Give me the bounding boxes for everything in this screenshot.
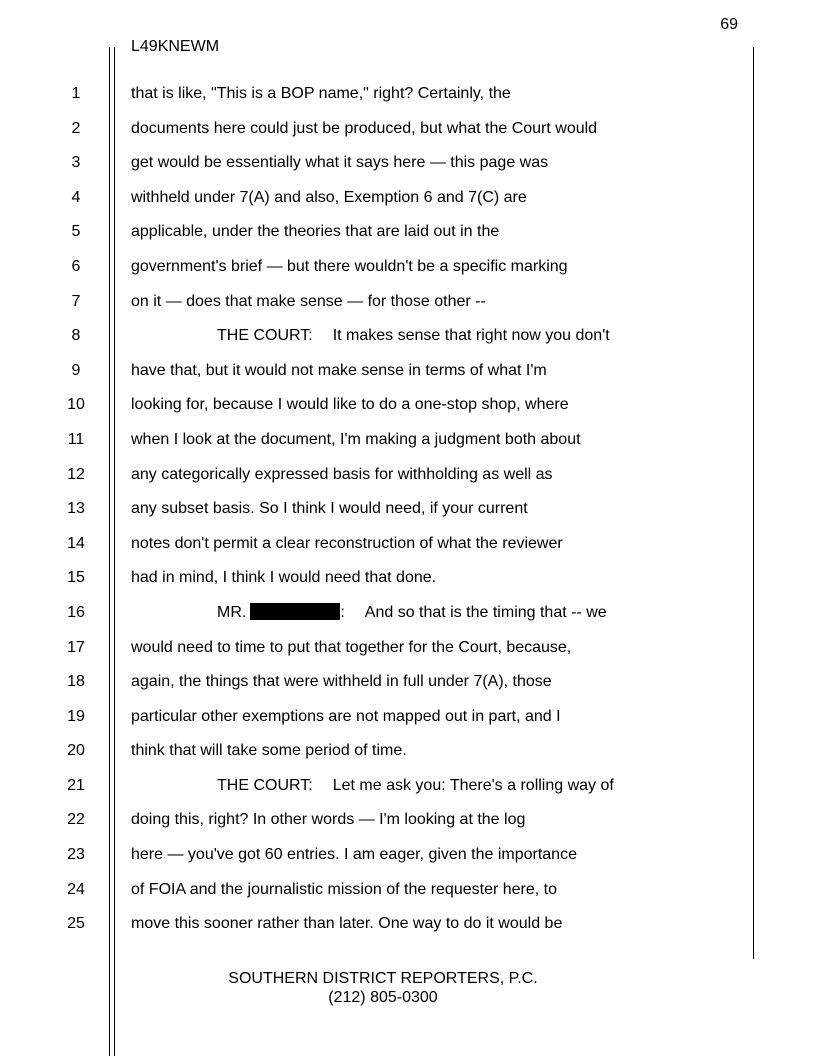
transcript-line	[0, 738, 816, 773]
line-number: 19	[67, 707, 85, 725]
line-number: 20	[67, 742, 85, 760]
transcript-line	[0, 392, 816, 427]
transcript-line	[0, 496, 816, 531]
line-number: 23	[67, 846, 85, 864]
line-number: 24	[67, 880, 85, 898]
transcript-line	[0, 669, 816, 704]
line-number: 2	[71, 119, 81, 137]
line-text: notes don't permit a clear reconstruction of what the reviewer	[131, 534, 563, 552]
transcript-line	[0, 565, 816, 600]
transcript-line	[0, 704, 816, 739]
transcript-line	[0, 219, 816, 254]
transcript-body	[0, 81, 816, 946]
line-text: particular other exemptions are not mapped out in part, and I	[131, 707, 561, 725]
line-number: 7	[71, 292, 81, 310]
line-number: 14	[67, 534, 85, 552]
line-text	[217, 323, 610, 349]
transcript-line	[0, 842, 816, 877]
line-text: have that, but it would not make sense in terms of what I'm	[131, 361, 547, 379]
speaker-colon: :	[340, 603, 345, 621]
transcript-line	[0, 462, 816, 497]
line-number: 6	[71, 257, 81, 275]
line-text: had in mind, I think I would need that done.	[131, 569, 437, 587]
transcript-line	[0, 289, 816, 324]
transcript-line	[0, 358, 816, 393]
footer-reporter: SOUTHERN DISTRICT REPORTERS, P.C.	[228, 970, 538, 987]
line-number: 10	[67, 396, 85, 414]
line-text: think that will take some period of time.	[131, 742, 407, 760]
speaker-label: THE COURT:	[217, 776, 313, 794]
speech-text: It makes sense that right now you don't	[332, 327, 610, 345]
speaker-label: THE COURT:	[217, 327, 313, 345]
line-text: move this sooner rather than later. One way to do it would be	[131, 915, 563, 933]
page-number: 69	[720, 16, 738, 33]
line-text: withheld under 7(A) and also, Exemption 6 and 7(C) are	[131, 188, 527, 206]
speaker-label: MR.	[217, 603, 247, 621]
transcript-line	[0, 877, 816, 912]
line-number: 25	[67, 915, 85, 933]
line-number: 1	[71, 85, 81, 102]
line-number: 13	[67, 500, 85, 518]
line-text	[217, 773, 614, 799]
line-text: get would be essentially what it says here — this page was	[131, 154, 549, 172]
speech-text: Let me ask you: There's a rolling way of	[332, 776, 614, 794]
line-number: 15	[67, 569, 85, 587]
line-text: would need to time to put that together for the Court, because,	[131, 638, 572, 656]
line-number: 18	[67, 673, 85, 691]
line-text	[217, 600, 607, 626]
transcript-line	[0, 773, 816, 808]
speech-text: And so that is the timing that -- we	[364, 603, 607, 621]
line-number: 16	[67, 603, 85, 621]
line-text: looking for, because I would like to do a one-stop shop, where	[131, 396, 569, 414]
footer-phone: (212) 805-0300	[328, 989, 438, 1006]
line-number: 22	[67, 811, 85, 829]
transcript-line	[0, 323, 816, 358]
case-id: L49KNEWM	[131, 38, 220, 55]
transcript-line	[0, 81, 816, 116]
line-text: government's brief — but there wouldn't be a specific marking	[131, 257, 568, 275]
line-number: 3	[71, 154, 81, 172]
line-text: again, the things that were withheld in full under 7(A), those	[131, 673, 552, 691]
line-number: 11	[67, 430, 85, 448]
line-text: applicable, under the theories that are laid out in the	[131, 223, 500, 241]
line-text: of FOIA and the journalistic mission of the requester here, to	[131, 880, 557, 898]
transcript-line	[0, 185, 816, 220]
line-text: any categorically expressed basis for withholding as well as	[131, 465, 553, 483]
line-text: here — you've got 60 entries. I am eager, given the importance	[131, 846, 577, 864]
line-number: 8	[71, 327, 81, 345]
transcript-line	[0, 600, 816, 635]
transcript-line	[0, 116, 816, 151]
line-number: 9	[71, 361, 81, 379]
line-text: any subset basis. So I think I would need, if your current	[131, 500, 528, 518]
transcript-line	[0, 911, 816, 946]
transcript-line	[0, 807, 816, 842]
transcript-line	[0, 254, 816, 289]
line-number: 5	[71, 223, 81, 241]
transcript-line	[0, 531, 816, 566]
transcript-line	[0, 635, 816, 670]
transcript-line	[0, 150, 816, 185]
redaction-block	[250, 603, 340, 620]
line-text: on it — does that make sense — for those other --	[131, 292, 486, 310]
line-text: doing this, right? In other words — I'm looking at the log	[131, 811, 526, 829]
line-text: documents here could just be produced, but what the Court would	[131, 119, 598, 137]
line-number: 4	[71, 188, 81, 206]
line-number: 12	[67, 465, 85, 483]
line-text: that is like, "This is a BOP name," right? Certainly, the	[131, 85, 511, 102]
line-text: when I look at the document, I'm making a judgment both about	[131, 430, 581, 448]
line-number: 17	[67, 638, 85, 656]
line-number: 21	[67, 776, 85, 794]
transcript-line	[0, 427, 816, 462]
